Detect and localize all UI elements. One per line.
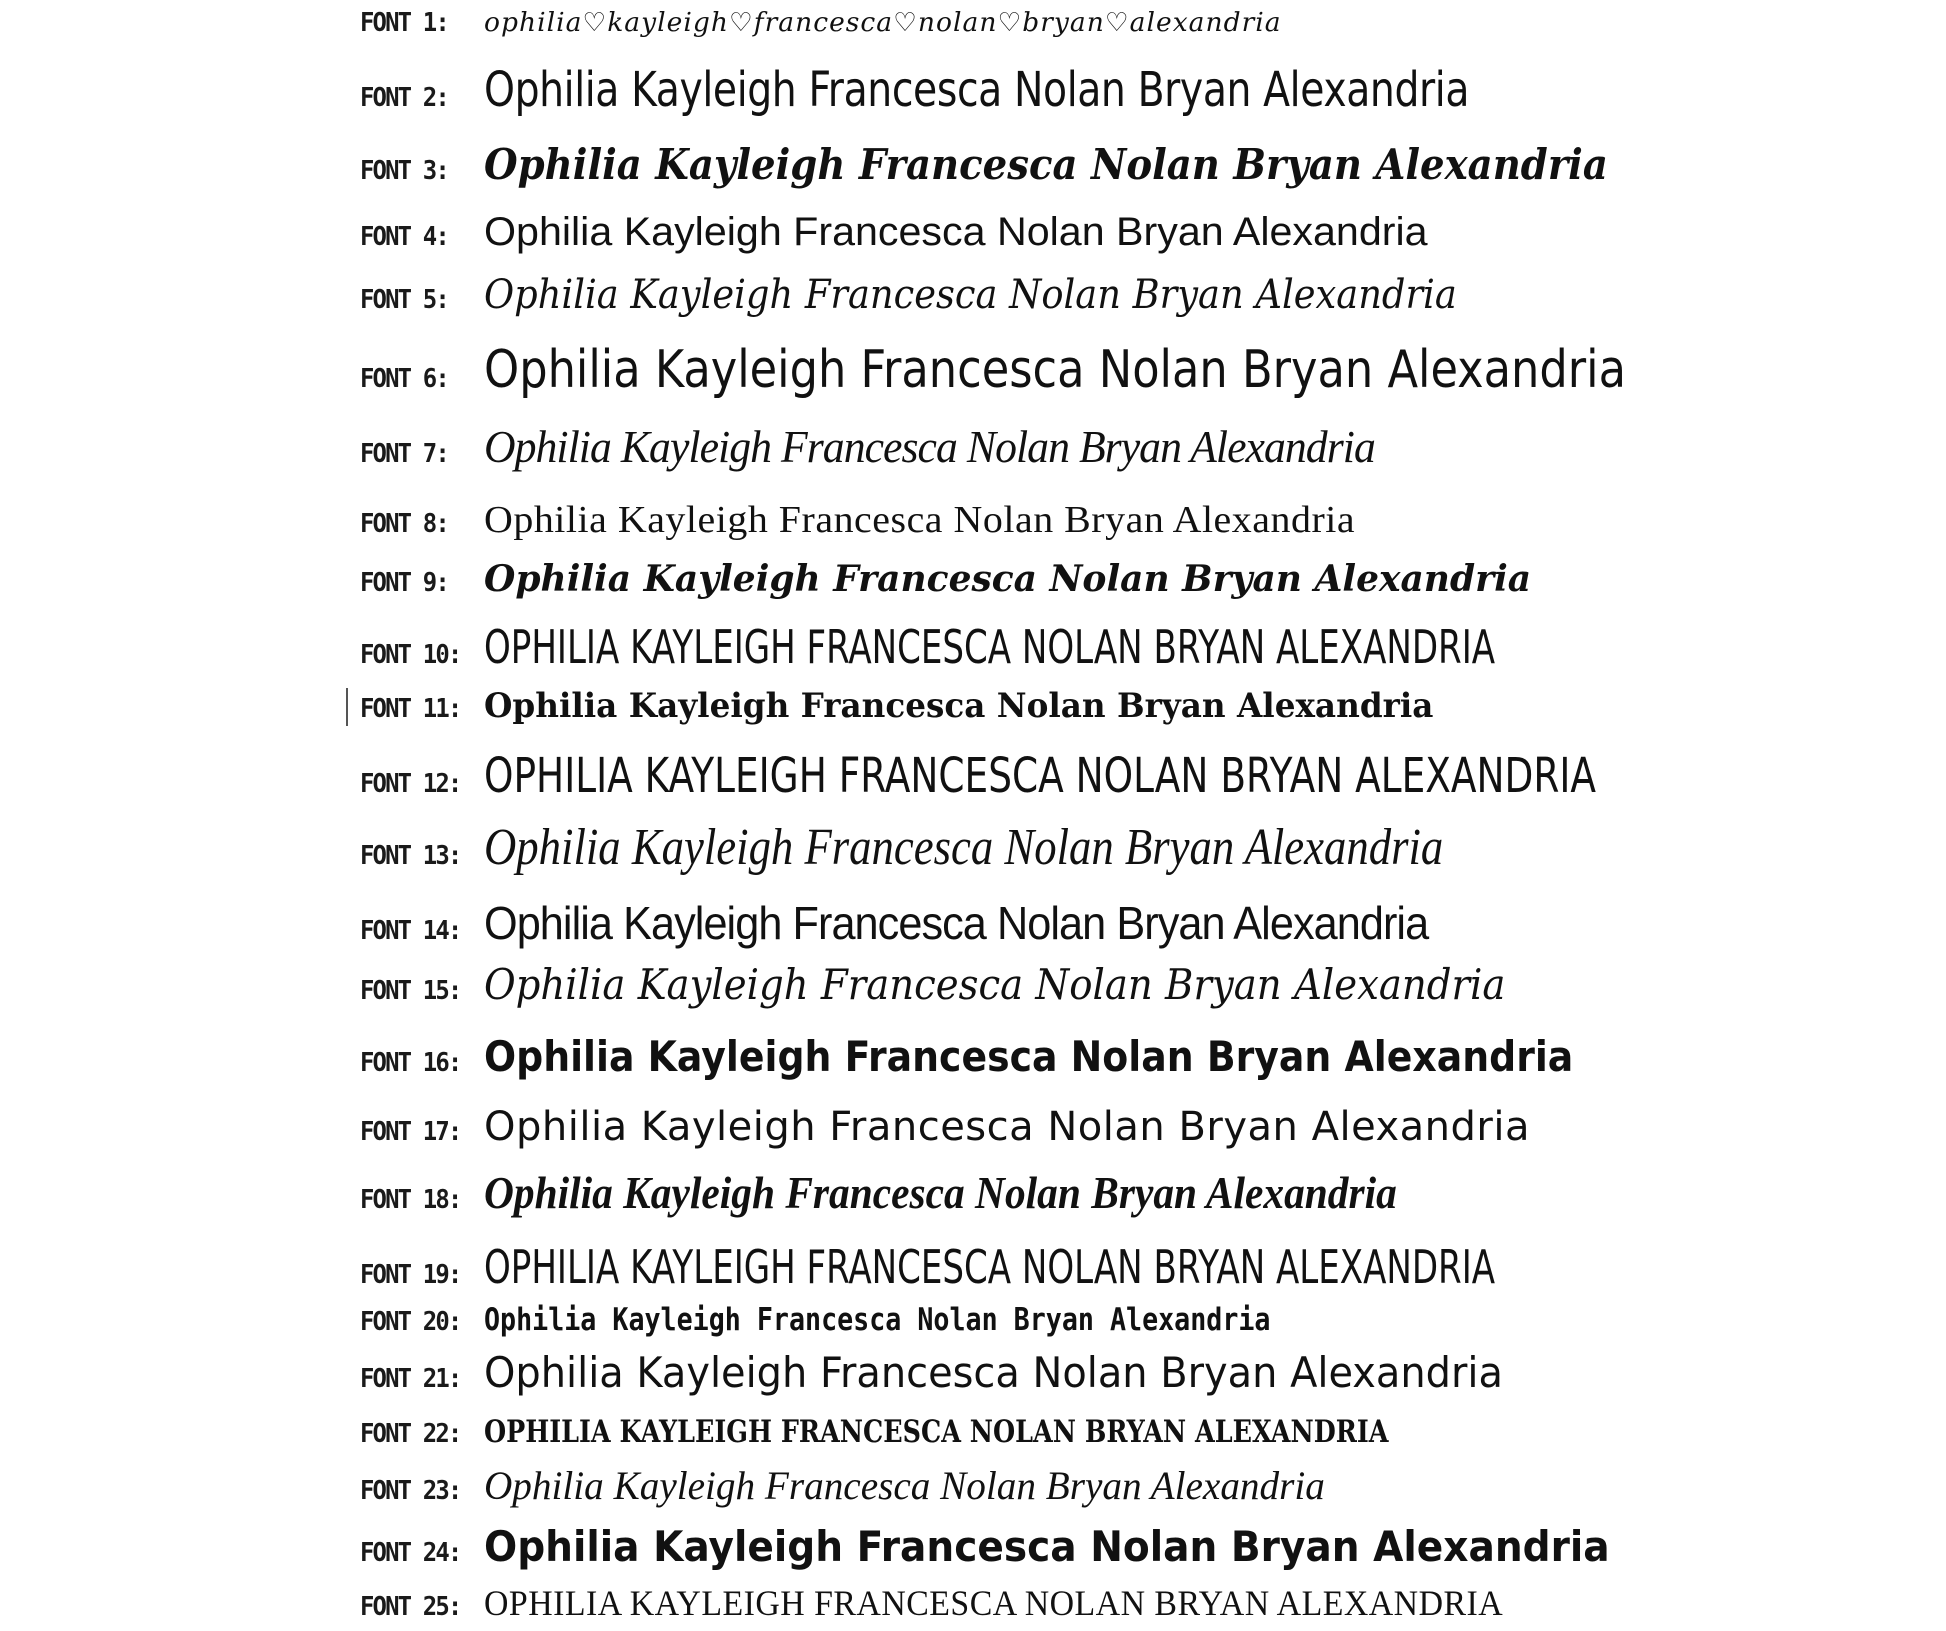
font-sample-text: Ophilia Kayleigh Francesca Nolan Bryan Alexandria bbox=[484, 140, 1608, 189]
font-label: FONT 21: bbox=[360, 1364, 461, 1394]
font-row-16 bbox=[360, 1032, 1700, 1081]
font-sample-text: OPHILIA KAYLEIGH FRANCESCA NOLAN BRYAN ALEXANDRIA bbox=[484, 1240, 1496, 1294]
font-sample-text: Ophilia Kayleigh Francesca Nolan Bryan Alexandria bbox=[484, 686, 1434, 726]
font-label: FONT 13: bbox=[360, 841, 461, 871]
font-row-3 bbox=[360, 140, 1700, 189]
font-sample-text: OPHILIA KAYLEIGH FRANCESCA NOLAN BRYAN ALEXANDRIA bbox=[484, 748, 1597, 804]
font-label: FONT 5: bbox=[360, 285, 448, 315]
font-row-10 bbox=[360, 620, 1700, 674]
font-label: FONT 20: bbox=[360, 1307, 461, 1337]
font-sample-text: ophilia♡kayleigh♡francesca♡nolan♡bryan♡alexandria bbox=[484, 8, 1282, 38]
font-row-15 bbox=[360, 960, 1700, 1009]
font-row-9 bbox=[360, 558, 1700, 600]
font-row-5 bbox=[360, 272, 1700, 318]
font-row-7 bbox=[360, 420, 1700, 473]
font-label: FONT 8: bbox=[360, 509, 448, 539]
font-label: FONT 10: bbox=[360, 640, 461, 670]
font-sample-text: OPHILIA KAYLEIGH FRANCESCA NOLAN BRYAN ALEXANDRIA bbox=[484, 620, 1496, 674]
font-label: FONT 12: bbox=[360, 769, 461, 799]
font-row-11 bbox=[360, 686, 1700, 726]
font-label: FONT 15: bbox=[360, 976, 461, 1006]
font-label: FONT 25: bbox=[360, 1592, 461, 1622]
font-row-18 bbox=[360, 1166, 1700, 1219]
font-row-8 bbox=[360, 498, 1700, 542]
font-sample-text: Ophilia Kayleigh Francesca Nolan Bryan Alexandria bbox=[484, 499, 1356, 541]
font-sample-text: Ophilia Kayleigh Francesca Nolan Bryan Alexandria bbox=[484, 1348, 1503, 1397]
font-row-19 bbox=[360, 1240, 1700, 1294]
font-label: FONT 11: bbox=[360, 694, 461, 724]
font-row-17 bbox=[360, 1104, 1700, 1150]
font-row-12 bbox=[360, 748, 1700, 804]
font-row-21 bbox=[360, 1348, 1700, 1397]
font-label: FONT 19: bbox=[360, 1260, 461, 1290]
font-label: FONT 22: bbox=[360, 1419, 461, 1449]
font-row-13 bbox=[360, 818, 1700, 877]
font-label: FONT 14: bbox=[360, 916, 461, 946]
font-sample-text: Ophilia Kayleigh Francesca Nolan Bryan Alexandria bbox=[484, 421, 1375, 472]
font-sample-text: Ophilia Kayleigh Francesca Nolan Bryan Alexandria bbox=[484, 558, 1532, 600]
font-sample-text: OPHILIA KAYLEIGH FRANCESCA NOLAN BRYAN ALEXANDRIA bbox=[484, 1414, 1389, 1450]
font-row-23 bbox=[360, 1462, 1700, 1509]
font-sample-text: Ophilia Kayleigh Francesca Nolan Bryan Alexandria bbox=[484, 1167, 1397, 1218]
font-sample-text: Ophilia Kayleigh Francesca Nolan Bryan Alexandria bbox=[484, 1104, 1530, 1150]
font-label: FONT 7: bbox=[360, 439, 448, 469]
font-label: FONT 9: bbox=[360, 568, 448, 598]
font-sample-text: Ophilia Kayleigh Francesca Nolan Bryan Alexandria bbox=[484, 272, 1457, 318]
font-sample-text: Ophilia Kayleigh Francesca Nolan Bryan Alexandria bbox=[484, 1522, 1610, 1571]
font-row-14 bbox=[360, 896, 1700, 950]
font-row-22 bbox=[360, 1414, 1700, 1450]
font-sample-text: Ophilia Kayleigh Francesca Nolan Bryan Alexandria bbox=[484, 1302, 1271, 1338]
font-sample-text: Ophilia Kayleigh Francesca Nolan Bryan Alexandria bbox=[484, 819, 1444, 876]
font-row-24 bbox=[360, 1522, 1700, 1571]
font-label: FONT 18: bbox=[360, 1185, 461, 1215]
font-sample-text: Ophilia Kayleigh Francesca Nolan Bryan Alexandria bbox=[484, 1463, 1325, 1508]
font-sample-text: Ophilia Kayleigh Francesca Nolan Bryan Alexandria bbox=[484, 960, 1506, 1009]
font-label: FONT 17: bbox=[360, 1117, 461, 1147]
font-label: FONT 3: bbox=[360, 156, 448, 186]
font-row-25 bbox=[360, 1582, 1700, 1624]
font-label: FONT 1: bbox=[360, 8, 448, 38]
font-label: FONT 4: bbox=[360, 222, 448, 252]
font-sample-text: Ophilia Kayleigh Francesca Nolan Bryan Alexandria bbox=[484, 1032, 1574, 1081]
edge-mark bbox=[346, 688, 348, 726]
font-label: FONT 2: bbox=[360, 83, 448, 113]
font-row-2 bbox=[360, 62, 1700, 118]
font-row-20 bbox=[360, 1302, 1700, 1338]
font-sample-text: Ophilia Kayleigh Francesca Nolan Bryan Alexandria bbox=[484, 210, 1428, 254]
font-row-1 bbox=[360, 8, 1700, 38]
font-label: FONT 6: bbox=[360, 364, 448, 394]
font-sample-text: Ophilia Kayleigh Francesca Nolan Bryan Alexandria bbox=[484, 897, 1429, 949]
font-row-6 bbox=[360, 340, 1700, 400]
font-label: FONT 16: bbox=[360, 1048, 461, 1078]
font-label: FONT 24: bbox=[360, 1538, 461, 1568]
font-row-4 bbox=[360, 210, 1700, 255]
font-sample-text: OPHILIA KAYLEIGH FRANCESCA NOLAN BRYAN ALEXANDRIA bbox=[484, 1583, 1504, 1623]
font-label: FONT 23: bbox=[360, 1476, 461, 1506]
font-sample-text: Ophilia Kayleigh Francesca Nolan Bryan Alexandria bbox=[484, 62, 1470, 118]
font-sample-text: Ophilia Kayleigh Francesca Nolan Bryan Alexandria bbox=[484, 340, 1626, 400]
